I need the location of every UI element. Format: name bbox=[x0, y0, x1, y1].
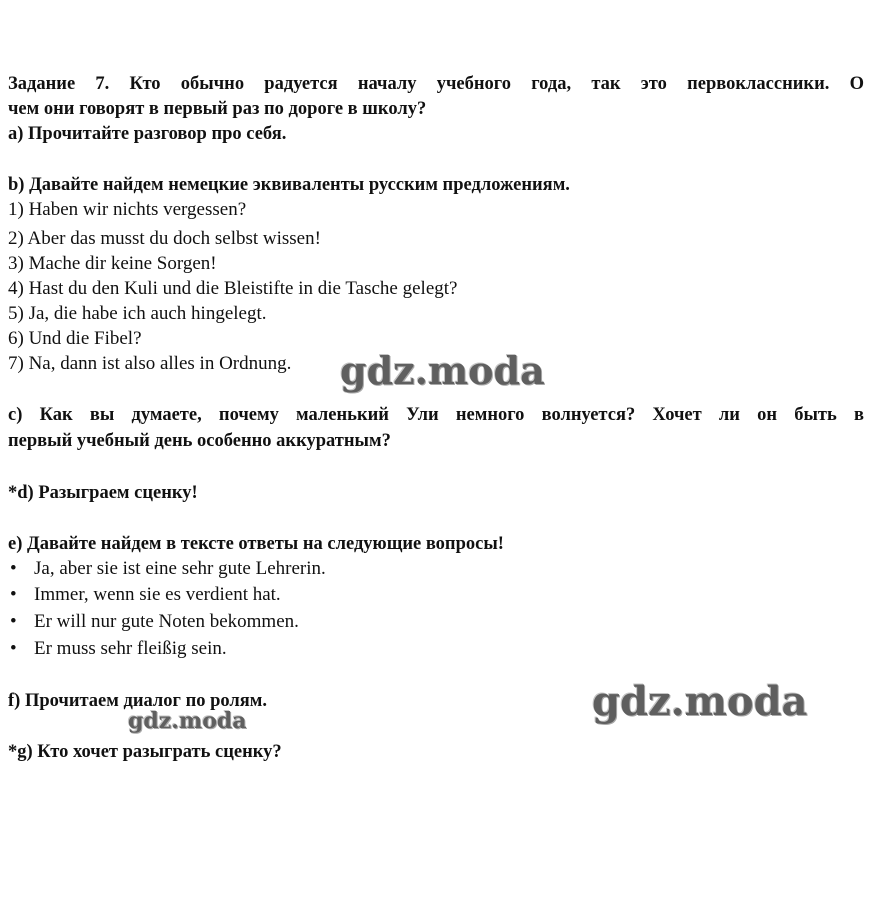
list-item: 5) Ja, die habe ich auch hingelegt. bbox=[8, 303, 267, 324]
section-e-heading: e) Давайте найдем в тексте ответы на следующие вопросы! bbox=[8, 534, 504, 554]
list-item-text: Er muss sehr fleißig sein. bbox=[34, 638, 227, 659]
section-d: *d) Разыграем сценку! bbox=[8, 483, 198, 503]
list-item bbox=[10, 637, 227, 661]
section-g: *g) Кто хочет разыграть сценку? bbox=[8, 742, 282, 762]
bullet-icon: • bbox=[10, 611, 17, 632]
list-item: 3) Mache dir keine Sorgen! bbox=[8, 253, 217, 274]
section-c-line-1: c) Как вы думаете, почему маленький Ули немного волнуется? Хочет ли он быть в bbox=[8, 405, 864, 425]
list-item bbox=[10, 610, 299, 634]
list-item: 7) Na, dann ist also alles in Ordnung. bbox=[8, 353, 292, 374]
section-a: a) Прочитайте разговор про себя. bbox=[8, 124, 287, 144]
task-title-line-2: чем они говорят в первый раз по дороге в школу? bbox=[8, 99, 427, 119]
bullet-icon: • bbox=[10, 584, 17, 605]
bullet-icon: • bbox=[10, 558, 17, 579]
list-item: 4) Hast du den Kuli und die Bleistifte in die Tasche gelegt? bbox=[8, 278, 458, 299]
watermark: gdz.moda bbox=[340, 348, 545, 393]
list-item bbox=[10, 557, 326, 581]
list-item-text: Ja, aber sie ist eine sehr gute Lehrerin. bbox=[34, 558, 326, 579]
task-title-line-1: Задание 7. Кто обычно радуется началу учебного года, так это первоклассники. О bbox=[8, 74, 864, 94]
list-item: 2) Aber das musst du doch selbst wissen! bbox=[8, 228, 321, 249]
watermark: gdz.moda bbox=[128, 708, 247, 734]
list-item: 1) Haben wir nichts vergessen? bbox=[8, 199, 247, 220]
list-item bbox=[10, 583, 281, 607]
bullet-icon: • bbox=[10, 638, 17, 659]
watermark: gdz.moda bbox=[592, 678, 808, 725]
section-b-heading: b) Давайте найдем немецкие эквиваленты русским предложениям. bbox=[8, 175, 570, 195]
list-item-text: Immer, wenn sie es verdient hat. bbox=[34, 584, 281, 605]
list-item: 6) Und die Fibel? bbox=[8, 328, 142, 349]
section-c-line-2: первый учебный день особенно аккуратным? bbox=[8, 431, 391, 451]
section-f: f) Прочитаем диалог по ролям. bbox=[8, 691, 268, 711]
list-item-text: Er will nur gute Noten bekommen. bbox=[34, 611, 299, 632]
